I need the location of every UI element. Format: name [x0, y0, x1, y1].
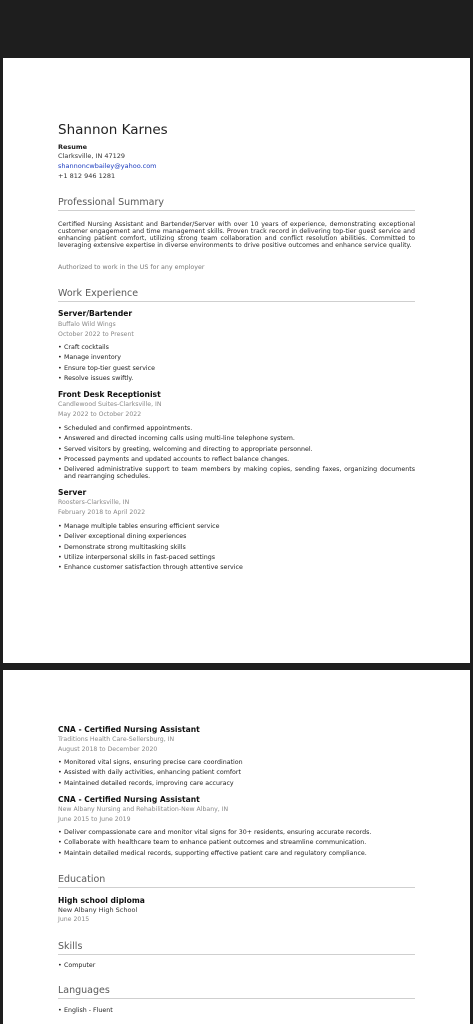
summary-text: Certified Nursing Assistant and Bartender/Server with over 10 years of experience, demonstrating exceptional customer engagement and time management skills. Proven track record in delivering top-tier guest service and enhancing patient comfort, utilizing strong team collaboration and conflict resolution abilities. Committed to leveraging extensive expertise in diverse environments to drive positive outcomes and enhance service quality. [58, 221, 415, 250]
job-bullets [58, 344, 415, 385]
job-title: Front Desk Receptionist [58, 390, 161, 399]
job-bullets [58, 523, 415, 574]
resume-page-1 [3, 58, 470, 663]
job-dates: February 2018 to April 2022 [58, 509, 146, 516]
education-date: June 2015 [58, 916, 90, 923]
list-item: • Assisted with daily activities, enhancing patient comfort [58, 769, 415, 776]
job-company: Traditions Health Care-Sellersburg, IN [58, 736, 175, 743]
job-dates: August 2018 to December 2020 [58, 746, 158, 753]
job-title: CNA - Certified Nursing Assistant [58, 795, 200, 804]
list-item: • Resolve issues swiftly. [58, 375, 415, 382]
list-item: • Maintained detailed records, improving care accuracy [58, 780, 415, 787]
job-bullets [58, 425, 415, 483]
list-item: • Scheduled and confirmed appointments. [58, 425, 415, 432]
email-link[interactable]: shannoncwbailey@yahoo.com [58, 162, 157, 170]
work-authorization: Authorized to work in the US for any employer [58, 264, 205, 271]
list-item: • Manage inventory [58, 354, 415, 361]
resume-label: Resume [58, 143, 88, 151]
education-heading: Education [58, 874, 415, 888]
job-company: Candlewood Suites-Clarksville, IN [58, 401, 162, 408]
skills-list [58, 962, 415, 972]
list-item: • Answered and directed incoming calls using multi-line telephone system. [58, 435, 415, 442]
degree: High school diploma [58, 896, 145, 905]
location: Clarksville, IN 47129 [58, 152, 126, 160]
list-item: • English - Fluent [58, 1007, 415, 1014]
job-title: Server [58, 488, 87, 497]
list-item: • Processed payments and updated accounts to reflect balance changes. [58, 456, 415, 463]
list-item: • Delivered administrative support to team members by making copies, sending faxes, organizing documents and rearranging schedules. [58, 466, 415, 480]
school: New Albany High School [58, 906, 138, 914]
job-title: Server/Bartender [58, 309, 133, 318]
list-item: • Maintain detailed medical records, supporting effective patient care and regulatory compliance. [58, 850, 415, 857]
job-dates: June 2015 to June 2019 [58, 816, 131, 823]
job-dates: May 2022 to October 2022 [58, 411, 142, 418]
list-item: • Manage multiple tables ensuring efficient service [58, 523, 415, 530]
job-bullets [58, 759, 415, 790]
skills-heading: Skills [58, 941, 415, 955]
resume-page-2 [3, 670, 470, 1024]
list-item: • Enhance customer satisfaction through attentive service [58, 564, 415, 571]
list-item: • Utilize interpersonal skills in fast-paced settings [58, 554, 415, 561]
list-item: • Deliver exceptional dining experiences [58, 533, 415, 540]
list-item: • Monitored vital signs, ensuring precise care coordination [58, 759, 415, 766]
job-company: Buffalo Wild Wings [58, 321, 116, 328]
job-bullets [58, 829, 415, 860]
candidate-name: Shannon Karnes [58, 122, 168, 138]
list-item: • Computer [58, 962, 415, 969]
list-item: • Craft cocktails [58, 344, 415, 351]
work-experience-heading: Work Experience [58, 288, 415, 302]
job-company: Roosters-Clarksville, IN [58, 499, 130, 506]
languages-list [58, 1007, 415, 1017]
list-item: • Served visitors by greeting, welcoming and directing to appropriate personnel. [58, 446, 415, 453]
languages-heading: Languages [58, 985, 415, 999]
phone: +1 812 946 1281 [58, 172, 116, 180]
job-title: CNA - Certified Nursing Assistant [58, 725, 200, 734]
list-item: • Deliver compassionate care and monitor vital signs for 30+ residents, ensuring accurate records. [58, 829, 415, 836]
list-item: • Demonstrate strong multitasking skills [58, 544, 415, 551]
summary-heading: Professional Summary [58, 197, 415, 211]
job-dates: October 2022 to Present [58, 331, 134, 338]
list-item: • Collaborate with healthcare team to enhance patient outcomes and streamline communication. [58, 839, 415, 846]
list-item: • Ensure top-tier guest service [58, 365, 415, 372]
job-company: New Albany Nursing and Rehabilitation-New Albany, IN [58, 806, 229, 813]
